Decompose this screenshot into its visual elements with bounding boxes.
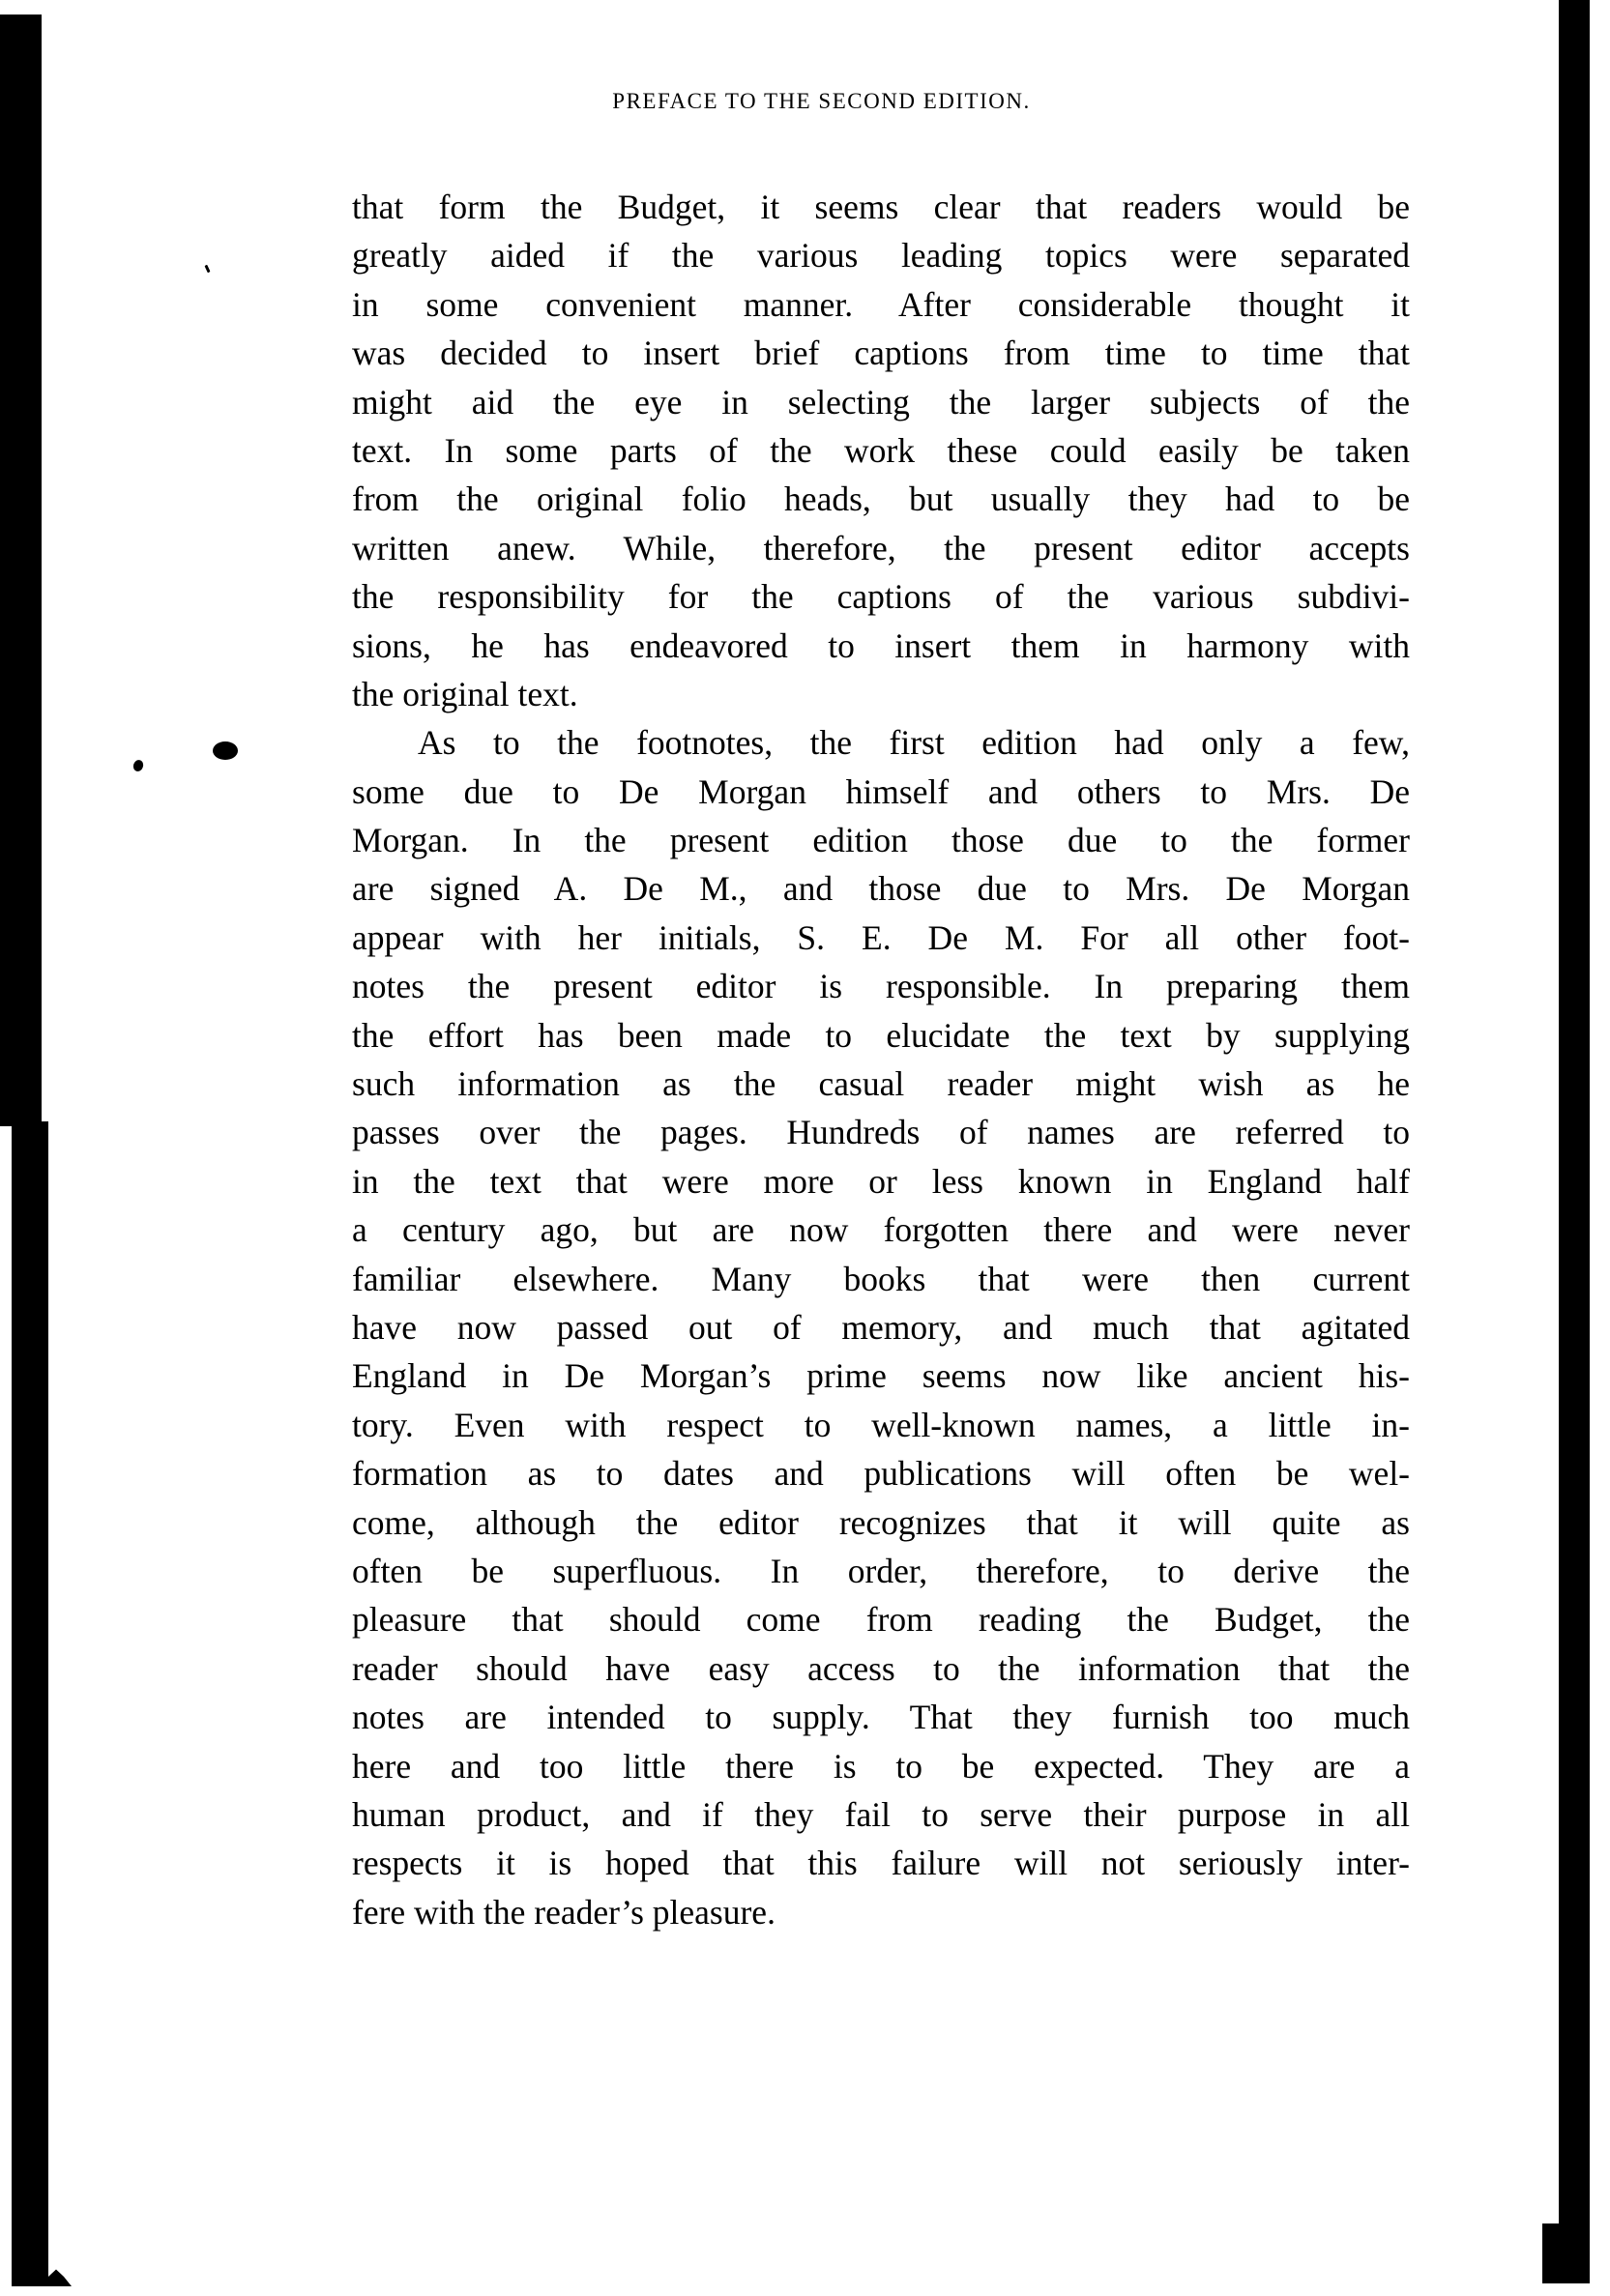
text-line: often be superfluous. In order, therefore, to derive the (352, 1551, 1410, 1590)
scan-border-left-lower (12, 1121, 48, 2286)
paragraph (352, 183, 1410, 718)
text-line: have now passed out of memory, and much that agitated (352, 1307, 1410, 1347)
text-line: text. In some parts of the work these could easily be taken (352, 430, 1410, 470)
scan-border-right-lower (1542, 2223, 1583, 2283)
text-line: in some convenient manner. After considerable thought it (352, 284, 1410, 324)
text-line: in the text that were more or less known in England half (352, 1161, 1410, 1201)
text-line: As to the footnotes, the first edition had only a few, (418, 723, 1410, 763)
text-line: come, although the editor recognizes that it will quite as (352, 1502, 1410, 1542)
scan-border-right (1559, 0, 1590, 2283)
text-line: familiar elsewhere. Many books that were then current (352, 1259, 1410, 1298)
text-line: here and too little there is to be expected. They are a (352, 1746, 1410, 1786)
running-head (0, 89, 1610, 114)
scan-border-left (0, 15, 42, 1126)
scan-artifact-bottom-left (48, 2262, 87, 2286)
paragraph (352, 718, 1410, 1936)
text-line: formation as to dates and publications will often be wel- (352, 1454, 1410, 1494)
ink-speck (132, 759, 145, 773)
text-line: passes over the pages. Hundreds of names are referred to (352, 1113, 1410, 1152)
text-line: fere with the reader’s pleasure. (352, 1892, 776, 1932)
ink-mark (204, 265, 210, 274)
text-line: England in De Morgan’s prime seems now like ancient his- (352, 1356, 1410, 1396)
text-line: the original text. (352, 674, 578, 713)
text-line: was decided to insert brief captions from time to time that (352, 334, 1410, 373)
text-line: notes the present editor is responsible. In preparing them (352, 967, 1410, 1006)
text-line: reader should have easy access to the information that the (352, 1648, 1410, 1688)
ink-blot (213, 741, 238, 760)
text-line: that form the Budget, it seems clear that readers would be (352, 188, 1410, 226)
text-line: respects it is hoped that this failure will not seriously inter- (352, 1844, 1410, 1883)
text-line: a century ago, but are now forgotten there and were never (352, 1210, 1410, 1250)
text-line: greatly aided if the various leading topics were separated (352, 236, 1410, 276)
body-text (352, 183, 1410, 1936)
text-line: the responsibility for the captions of the various subdivi- (352, 577, 1410, 617)
text-line: might aid the eye in selecting the larger subjects of the (352, 382, 1410, 421)
running-head-text: PREFACE TO THE SECOND EDITION. (612, 89, 1031, 113)
text-line: sions, he has endeavored to insert them in harmony with (352, 625, 1410, 665)
text-line: Morgan. In the present edition those due to the former (352, 821, 1410, 860)
text-line: are signed A. De M., and those due to Mrs. De Morgan (352, 869, 1410, 909)
text-line: the effort has been made to elucidate the text by supplying (352, 1015, 1410, 1055)
text-line: written anew. While, therefore, the present editor accepts (352, 528, 1410, 567)
text-line: from the original folio heads, but usually they had to be (352, 480, 1410, 519)
text-line: notes are intended to supply. That they furnish too much (352, 1698, 1410, 1737)
text-line: tory. Even with respect to well-known names, a little in- (352, 1405, 1410, 1444)
text-line: human product, and if they fail to serve their purpose in all (352, 1794, 1410, 1834)
text-line: such information as the casual reader might wish as he (352, 1064, 1410, 1104)
text-line: pleasure that should come from reading the Budget, the (352, 1600, 1410, 1640)
text-line: some due to De Morgan himself and others to Mrs. De (352, 771, 1410, 811)
text-line: appear with her initials, S. E. De M. For all other foot- (352, 917, 1410, 957)
